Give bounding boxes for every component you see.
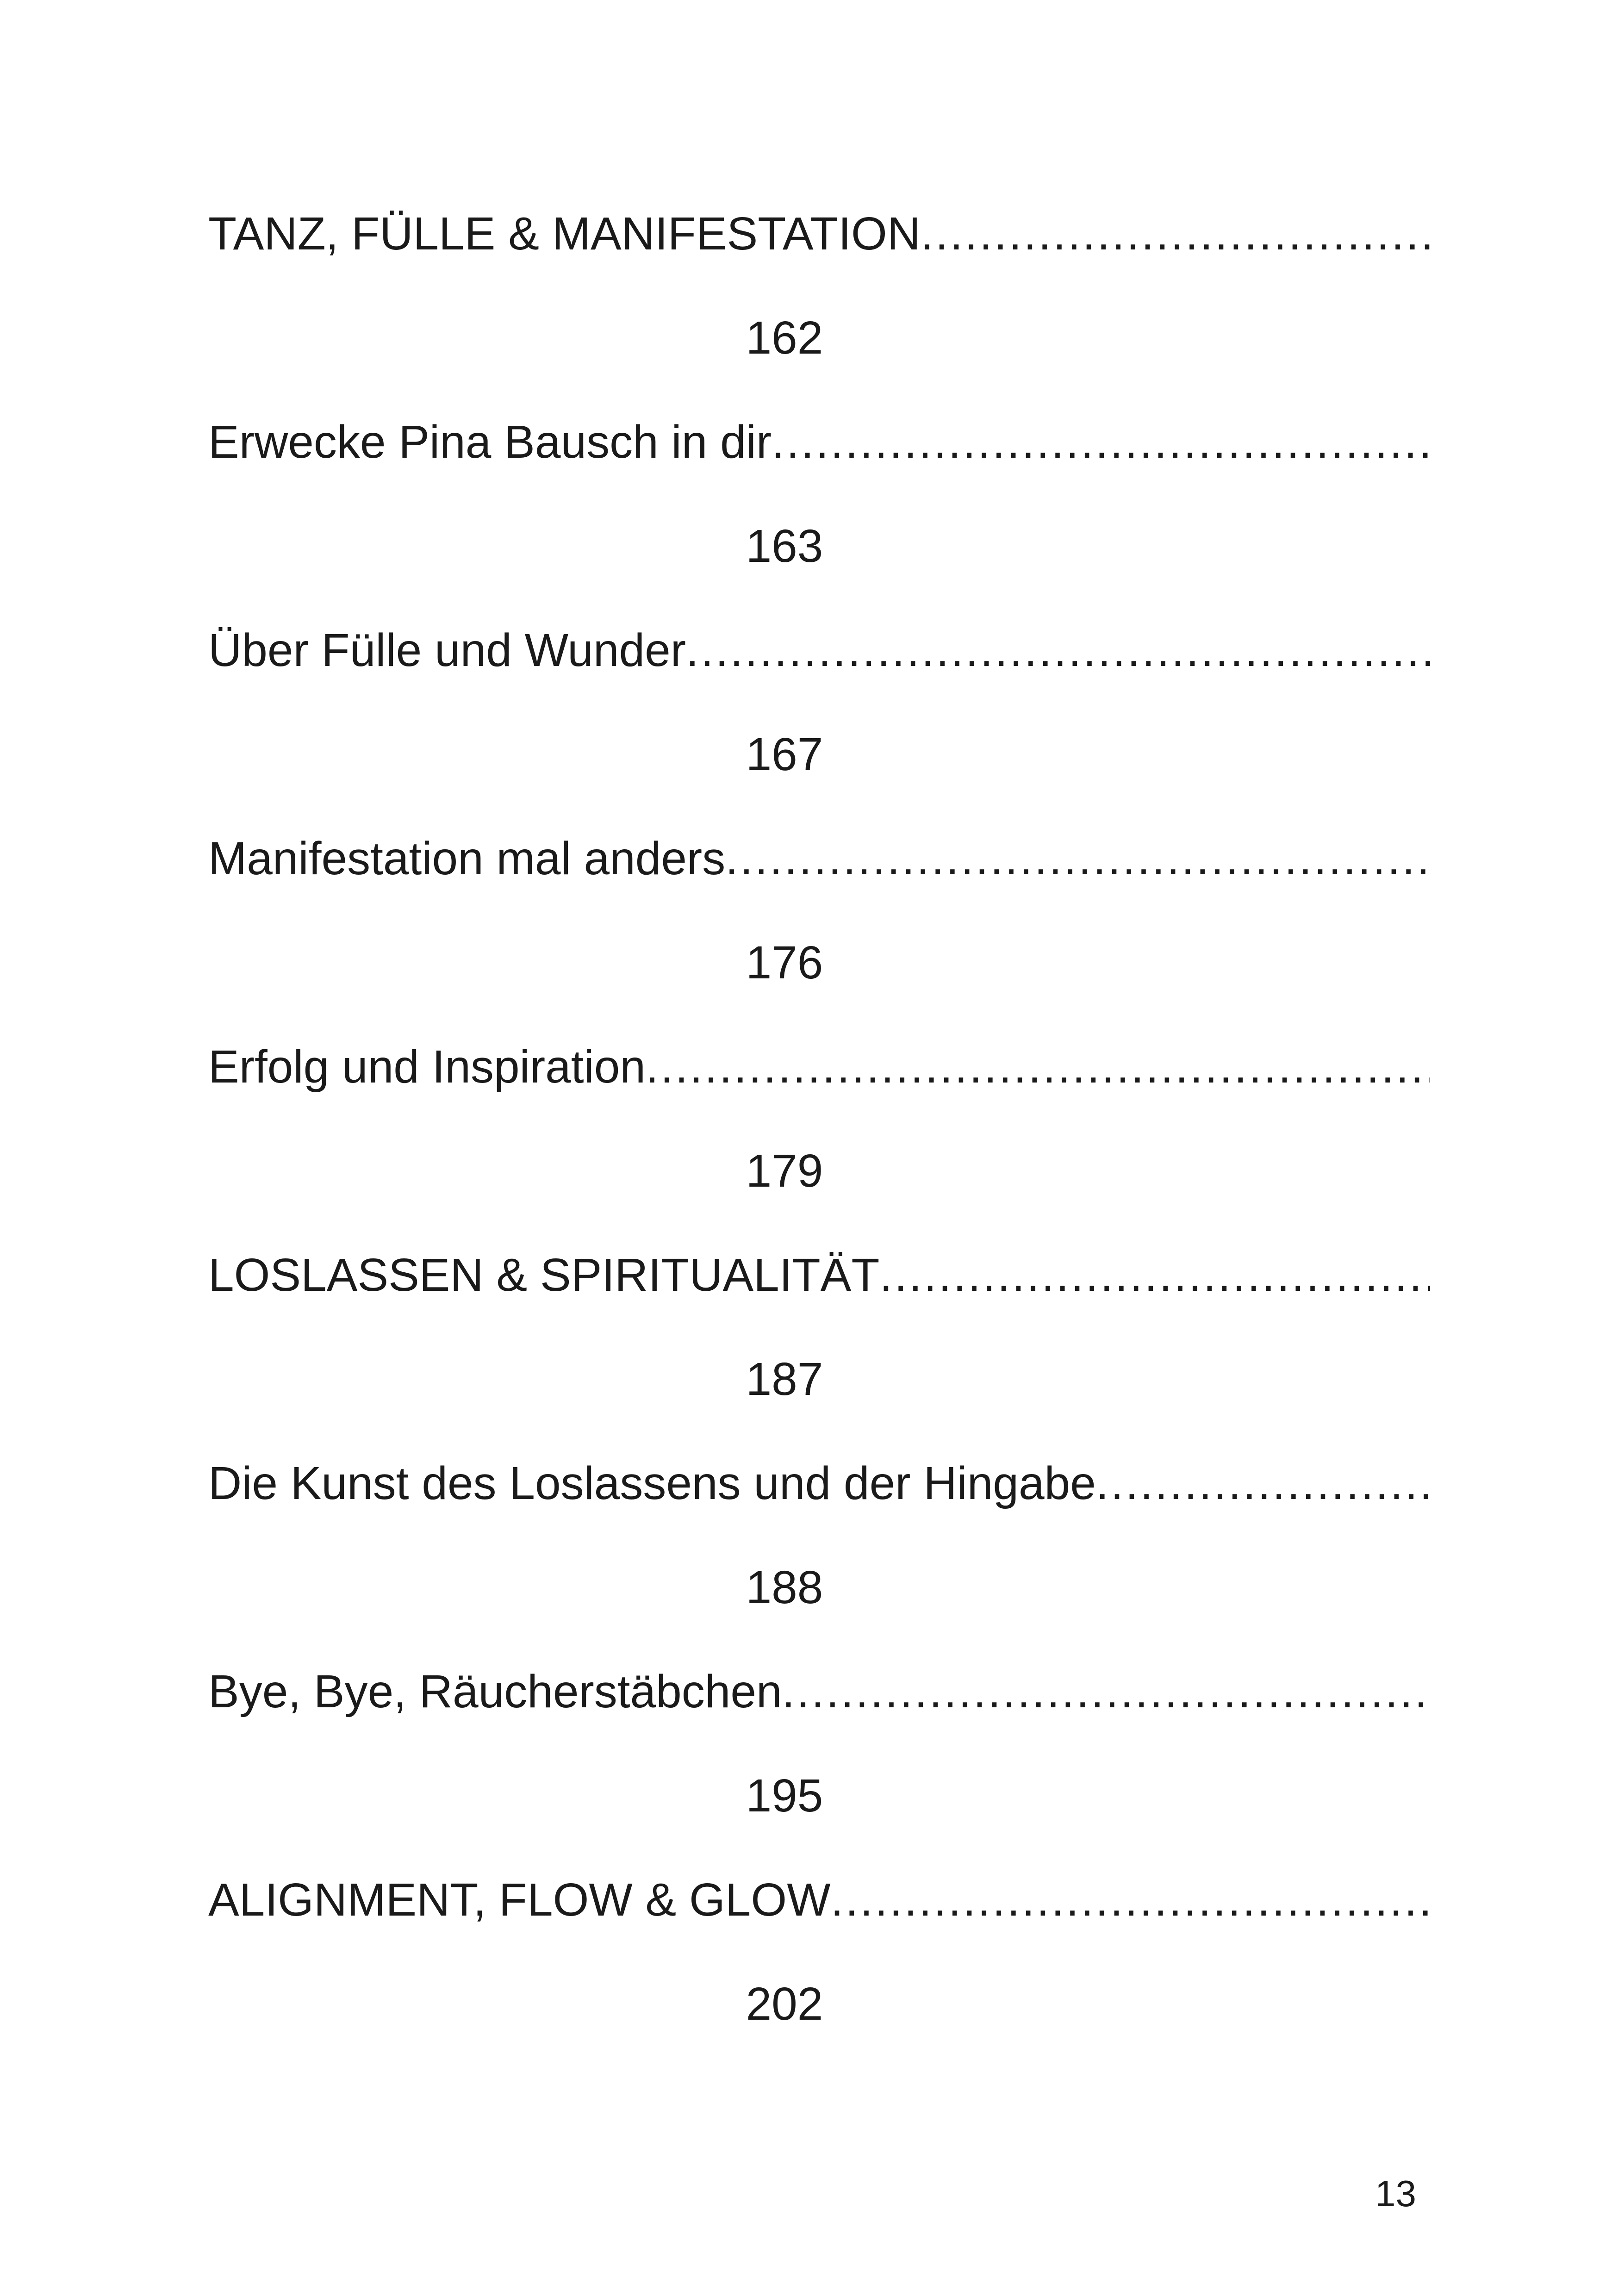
toc-entry-title: Die Kunst des Loslassens und der Hingabe: [208, 1457, 1096, 1509]
leader-dots: [725, 828, 1430, 889]
toc-entry-title: TANZ, FÜLLE & MANIFESTATION: [208, 208, 921, 260]
toc-entry-title: ALIGNMENT, FLOW & GLOW: [208, 1874, 831, 1926]
toc-entry-title: Erfolg und Inspiration: [208, 1041, 646, 1093]
toc-entry-title: Bye, Bye, Räucherstäbchen: [208, 1666, 782, 1717]
toc-entry-page: 163: [746, 520, 823, 572]
leader-dots: [879, 1245, 1430, 1305]
leader-dots: [646, 1037, 1430, 1097]
toc-entry-line: [208, 1037, 1430, 1141]
toc-entry[interactable]: [208, 412, 1430, 620]
toc-entry-page: 179: [746, 1145, 823, 1197]
toc-entry-line: [208, 1245, 1430, 1349]
toc-entry-line: [208, 412, 1430, 516]
toc-entry[interactable]: [208, 1453, 1430, 1661]
table-of-contents: [208, 204, 1430, 2078]
toc-entry-page: 195: [746, 1770, 823, 1822]
toc-entry-title: Erwecke Pina Bausch in dir: [208, 416, 772, 468]
toc-entry-title: Über Fülle und Wunder: [208, 624, 686, 676]
toc-entry[interactable]: [208, 1037, 1430, 1245]
leader-dots: [831, 1870, 1430, 1930]
toc-entry-line: [208, 620, 1430, 724]
page-number: 13: [1375, 2173, 1416, 2214]
leader-dots: [921, 204, 1430, 264]
leader-dots: [1096, 1453, 1430, 1513]
toc-entry-page: 162: [746, 312, 823, 364]
leader-dots: [782, 1661, 1430, 1722]
toc-entry-title: Manifestation mal anders: [208, 833, 726, 884]
toc-entry[interactable]: [208, 204, 1430, 412]
toc-entry-page: 167: [746, 728, 823, 780]
toc-entry[interactable]: [208, 620, 1430, 828]
toc-entry-line: [208, 1453, 1430, 1557]
toc-entry-line: [208, 204, 1430, 308]
toc-entry-line: [208, 1870, 1430, 1974]
toc-entry[interactable]: [208, 1245, 1430, 1453]
leader-dots: [686, 620, 1430, 680]
toc-entry-page: 188: [746, 1562, 823, 1613]
toc-entry-line: [208, 828, 1430, 933]
toc-entry[interactable]: [208, 1661, 1430, 1870]
toc-entry-page: 176: [746, 937, 823, 989]
toc-entry-page: 187: [746, 1353, 823, 1405]
toc-entry-line: [208, 1661, 1430, 1766]
toc-entry-title: LOSLASSEN & SPIRITUALITÄT: [208, 1249, 880, 1301]
toc-entry-page: 202: [746, 1978, 823, 2030]
leader-dots: [772, 412, 1430, 472]
toc-entry[interactable]: [208, 828, 1430, 1037]
toc-entry[interactable]: [208, 1870, 1430, 2078]
